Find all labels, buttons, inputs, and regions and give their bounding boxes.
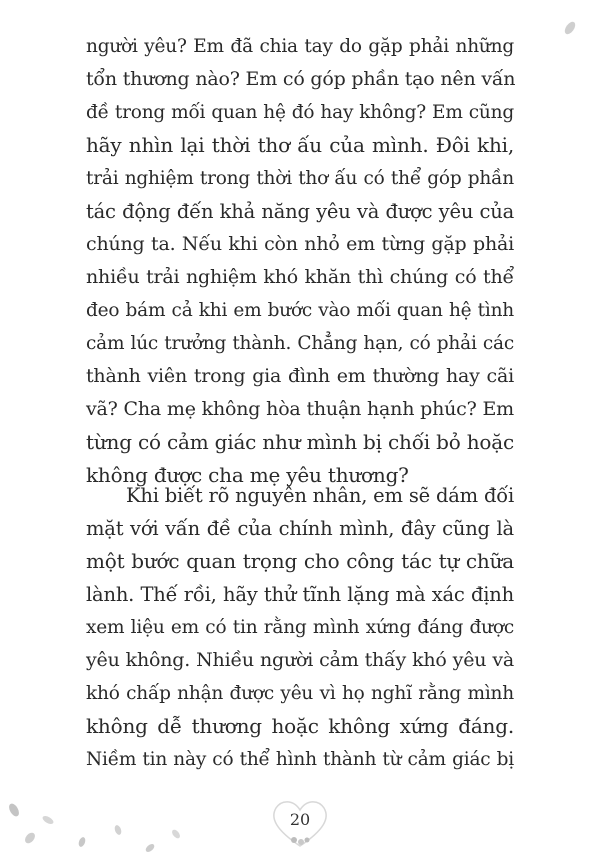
text-line: cảm lúc trưởng thành. Chẳng hạn, có phải các: [86, 333, 514, 354]
text-line: tác động đến khả năng yêu và được yêu của: [86, 200, 514, 223]
text-line: trải nghiệm trong thời thơ ấu có thể góp phần: [86, 168, 514, 189]
text-line: không dễ thương hoặc không xứng đáng.: [86, 714, 514, 738]
text-line: một bước quan trọng cho công tác tự chữa: [86, 549, 514, 573]
paragraph-2: [86, 479, 514, 776]
paragraph-1: [86, 30, 514, 492]
text-line: đeo bám cả khi em bước vào mối quan hệ tình: [86, 300, 514, 321]
text-line: đề trong mối quan hệ đó hay không? Em cũng: [86, 102, 514, 123]
text-line: Niềm tin này có thể hình thành từ cảm giác bị: [86, 749, 514, 770]
leaf-decoration-top-right: [560, 18, 580, 38]
text-line: từng có cảm giác như mình bị chối bỏ hoặc: [86, 430, 514, 454]
leaf-decoration-bottom-left: [0, 790, 200, 856]
text-line: tổn thương nào? Em có góp phần tạo nên vấn: [86, 68, 516, 90]
text-line: hãy nhìn lại thời thơ ấu của mình. Đôi khi,: [86, 133, 514, 157]
text-line: người yêu? Em đã chia tay do gặp phải những: [86, 36, 514, 57]
text-line: thành viên trong gia đình em thường hay cãi: [86, 365, 514, 387]
text-line: không được cha mẹ yêu thương?: [86, 463, 409, 487]
text-line: khó chấp nhận được yêu vì họ nghĩ rằng mình: [86, 683, 514, 704]
text-line: mặt với vấn đề của chính mình, đây cũng là: [86, 517, 514, 540]
text-line: Khi biết rõ nguyên nhân, em sẽ dám đối: [126, 484, 515, 507]
text-line: vã? Cha mẹ không hòa thuận hạnh phúc? Em: [86, 398, 514, 420]
text-line: yêu không. Nhiều người cảm thấy khó yêu và: [86, 649, 514, 671]
page-number: 20: [289, 810, 311, 829]
text-line: chúng ta. Nếu khi còn nhỏ em từng gặp phải: [86, 233, 514, 255]
text-line: xem liệu em có tin rằng mình xứng đáng được: [86, 617, 514, 638]
text-line: nhiều trải nghiệm khó khăn thì chúng có thể: [86, 266, 514, 288]
text-line: lành. Thế rồi, hãy thử tĩnh lặng mà xác định: [86, 583, 514, 606]
